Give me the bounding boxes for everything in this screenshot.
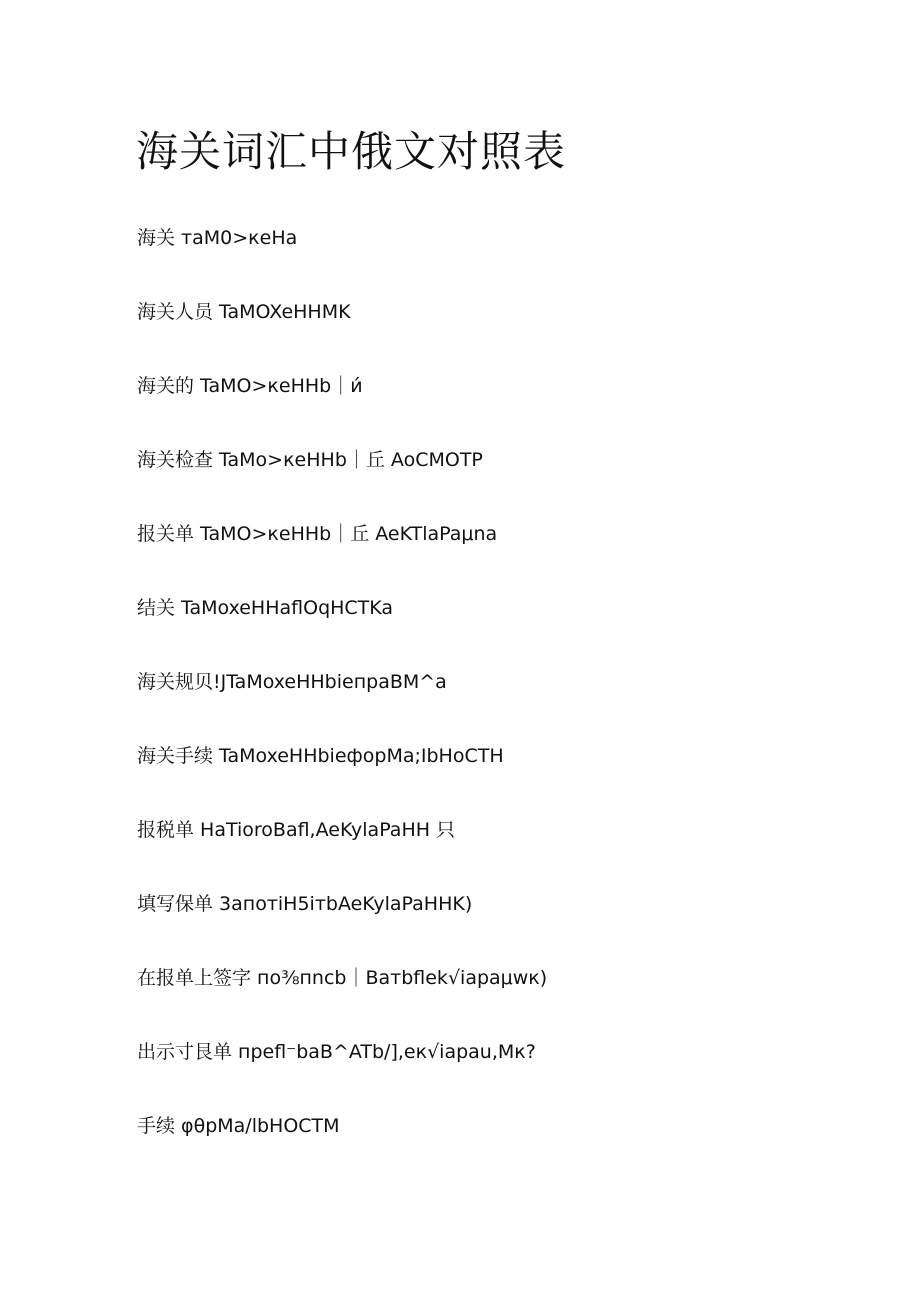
- glossary-entry-text: 海关的 TaMO>кeHHb｜и́: [137, 375, 363, 397]
- glossary-entry: [137, 592, 547, 666]
- glossary-entry: [137, 1036, 547, 1110]
- glossary-entry: [137, 888, 547, 962]
- glossary-entry: [137, 666, 547, 740]
- glossary-entry: [137, 370, 547, 444]
- glossary-list: [137, 222, 547, 1184]
- glossary-entry: [137, 296, 547, 370]
- glossary-entry-text: 结关 TaMoxeHHaflOqHCTKa: [137, 597, 394, 619]
- glossary-entry-text: 手续 φθpMa∕lbHOCTM: [137, 1115, 340, 1137]
- glossary-entry-text: 海关规贝!JTaMoxeHHbieпpaBM^a: [137, 671, 447, 693]
- glossary-entry: [137, 444, 547, 518]
- glossary-entry-text: 海关检查 TaMo>кeHHb｜丘 AoCMOTP: [137, 449, 483, 471]
- glossary-entry: [137, 962, 547, 1036]
- glossary-entry: [137, 222, 547, 296]
- glossary-entry-text: 填写保单 3aпoтiH5iтbAeKylaPaHHK): [137, 893, 473, 915]
- glossary-entry: [137, 814, 547, 888]
- glossary-entry-text: 报税单 HaTioroBafl,AeKylaPaHH 只: [137, 819, 456, 841]
- glossary-entry: [137, 740, 547, 814]
- glossary-entry: [137, 1110, 547, 1184]
- glossary-entry-text: 报关单 TaMO>кeHHb｜丘 AeKTlaPaμna: [137, 523, 498, 545]
- glossary-entry-text: 出示寸艮单 пpefl⁻baB^ATb∕],eк√iapau,Mк?: [137, 1041, 536, 1063]
- glossary-entry-text: 海关人员 TaMOXeHHMK: [137, 301, 351, 323]
- glossary-entry-text: 海关 тaM0>кeHa: [137, 227, 298, 249]
- glossary-entry-text: 在报单上签字 пo⅜пncb｜Baтbflek√iapaμwк): [137, 967, 548, 989]
- glossary-entry: [137, 518, 547, 592]
- document-title: 海关词汇中俄文对照表: [136, 127, 567, 176]
- glossary-entry-text: 海关手续 TaMoxeHHbieфopMa;IbHoCTH: [137, 745, 504, 767]
